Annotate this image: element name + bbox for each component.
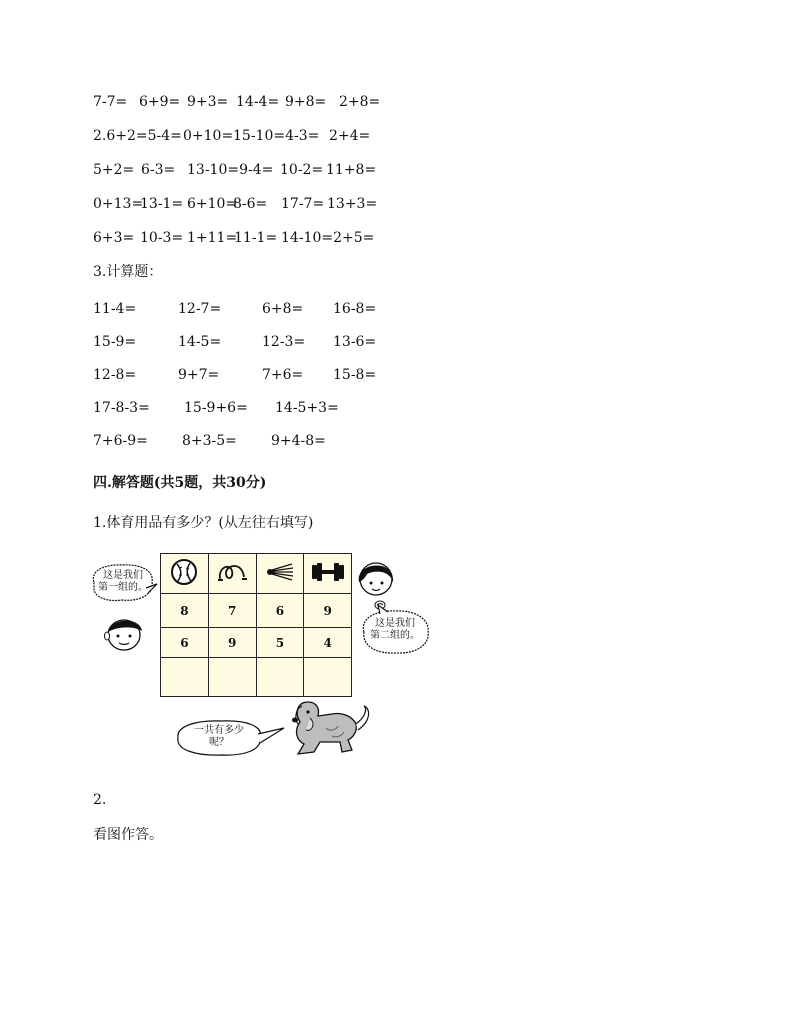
question-1-text: 1.体育用品有多少？(从左往右填写) [93,515,314,531]
expr: 14-5+3= [275,400,339,416]
sports-table [160,553,352,696]
expr: 6-3= [141,162,176,178]
expr: 12-3= [262,334,306,350]
section-3-title: 3.计算题： [93,264,163,280]
expr: 14-4= [236,94,280,110]
expr: 11-4= [93,301,137,317]
answer-cell[interactable] [161,658,209,697]
expr: 11+8= [326,162,377,178]
question-2-number: 2. [93,792,107,808]
expr: 0+13= [93,196,144,212]
expr: 5+2= [93,162,135,178]
expr: 11-1= [234,230,278,246]
left-bubble-line-1: 这是我们 [103,570,143,581]
expr: 9+3= [187,94,229,110]
expr: 6+3= [93,230,135,246]
expr: 0+10= [183,128,234,144]
expr: 9+8= [285,94,327,110]
expr: 8+3-5= [182,433,237,449]
expr: 15-10=4-3= [233,128,320,144]
expr: 6+10= [187,196,238,212]
left-bubble-line-2: 第一组的。 [98,582,148,593]
expr: 13-6= [333,334,377,350]
expr: 8-6= [233,196,268,212]
expr: 17-7= [281,196,325,212]
dumbbell-icon [309,561,347,583]
expr: 16-8= [333,301,377,317]
expr: 17-8-3= [93,400,150,416]
table-icon-cell [304,554,352,594]
table-icon-cell [256,554,304,594]
expr: 14-5= [178,334,222,350]
expr: 12-7= [178,301,222,317]
bottom-bubble-line-2: 呢？ [209,737,229,748]
expr: 2+4= [329,128,371,144]
expr: 15-8= [333,367,377,383]
expr: 13+3= [327,196,378,212]
expr: 6+8= [262,301,304,317]
expr: 7+6-9= [93,433,148,449]
expr: 9+7= [178,367,220,383]
right-bubble-line-1: 这是我们 [375,618,415,629]
expr: 13-1= [140,196,184,212]
table-icon-cell [208,554,256,594]
expr: 9+4-8= [271,433,326,449]
section-4-heading: 四.解答题(共5题，共30分) [93,475,267,491]
expr: 1+11= [187,230,238,246]
jump-rope-icon [216,559,248,585]
boy-face-icon [104,616,146,652]
expr: 10-3= [140,230,184,246]
expr: 6+9= [139,94,181,110]
expr: 12-8= [93,367,137,383]
expr: 13-10=9-4= [187,162,274,178]
table-cell: 8 [161,594,209,628]
table-cell: 6 [256,594,304,628]
expr: 7-7= [93,94,128,110]
shuttlecock-icon [265,561,295,583]
right-bubble-line-2: 第二组的。 [370,630,420,641]
table-cell: 9 [208,628,256,658]
table-icon-cell [161,554,209,594]
expr: 2.6+2=5-4= [93,128,182,144]
expr: 10-2= [280,162,324,178]
answer-cell[interactable] [208,658,256,697]
baseball-icon [169,557,199,587]
expr: 14-10=2+5= [281,230,375,246]
table-cell: 6 [161,628,209,658]
expr: 7+6= [262,367,304,383]
answer-cell[interactable] [256,658,304,697]
expr: 15-9= [93,334,137,350]
table-cell: 4 [304,628,352,658]
question-2-text: 看图作答。 [93,827,163,843]
table-cell: 5 [256,628,304,658]
table-cell: 7 [208,594,256,628]
bottom-bubble-line-1: 一共有多少 [194,725,244,736]
girl-face-icon [355,558,397,598]
expr: 2+8= [339,94,381,110]
table-cell: 9 [304,594,352,628]
answer-cell[interactable] [304,658,352,697]
expr: 15-9+6= [184,400,248,416]
dog-icon [286,698,372,758]
